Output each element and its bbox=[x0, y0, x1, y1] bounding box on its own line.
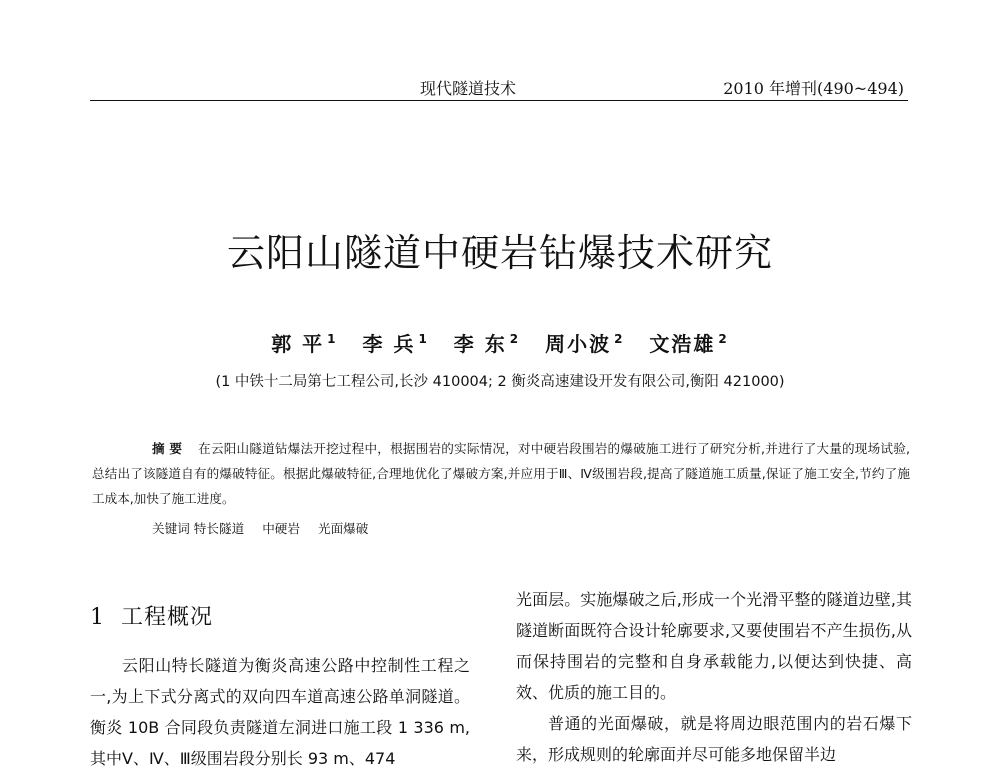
left-column bbox=[90, 650, 470, 774]
abstract bbox=[92, 436, 910, 511]
affiliation: (1 中铁十二局第七工程公司,长沙 410004; 2 衡炎高速建设开发有限公司,衡阳 421000) bbox=[215, 374, 785, 390]
paper-title: 云阳山隧道中硬岩钻爆技术研究 bbox=[226, 231, 773, 275]
paragraph: 云阳山特长隧道为衡炎高速公路中控制性工程之一,为上下式分离式的双向四车道高速公路单洞隧道。衡炎 10B 合同段负责隧道左洞进口施工段 1 336 m,其中Ⅴ、Ⅳ、Ⅲ级围岩段分别长 93 m、474 bbox=[90, 656, 470, 768]
keywords-label: 关键词 bbox=[152, 521, 190, 536]
author-list bbox=[0, 328, 1000, 357]
section-number: 1 bbox=[90, 605, 105, 630]
section-title: 工程概况 bbox=[121, 605, 214, 630]
keyword: 特长隧道 bbox=[193, 521, 245, 536]
journal-name: 现代隧道技术 bbox=[420, 79, 517, 98]
abstract-label: 摘 要 bbox=[152, 441, 183, 456]
author: 周小波 $^2$ bbox=[545, 332, 625, 356]
issue-info: 2010 年增刊(490~494) bbox=[723, 79, 904, 98]
author: 文浩雄 $^2$ bbox=[649, 332, 729, 356]
header-rule bbox=[90, 100, 908, 101]
author: 郭 平 $^1$ bbox=[271, 332, 338, 356]
paragraph: 普通的光面爆破，就是将周边眼范围内的岩石爆下来，形成规则的轮廓面并尽可能多地保留半边 bbox=[516, 714, 912, 764]
keyword: 中硬岩 bbox=[262, 521, 300, 536]
author: 李 兵 $^1$ bbox=[362, 332, 429, 356]
section-heading bbox=[90, 600, 213, 631]
right-column bbox=[516, 584, 912, 770]
abstract-text: 在云阳山隧道钻爆法开挖过程中，根据围岩的实际情况，对中硬岩段围岩的爆破施工进行了研究分析,并进行了大量的现场试验,总结出了该隧道自有的爆破特征。根据此爆破特征,合理地优化了爆破方案,并应用于Ⅲ、Ⅳ级围岩段,提高了隧道施工质量,保证了施工安全,节约了施工成本,加快了施工进度。 bbox=[92, 441, 910, 506]
keywords bbox=[152, 518, 382, 537]
keyword: 光面爆破 bbox=[317, 521, 369, 536]
author: 李 东 $^2$ bbox=[453, 332, 521, 356]
paragraph: 光面层。实施爆破之后,形成一个光滑平整的隧道边壁,其隧道断面既符合设计轮廓要求,又要使围岩不产生损伤,从而保持围岩的完整和自身承载能力,以便达到快捷、高效、优质的施工目的。 bbox=[516, 590, 912, 702]
